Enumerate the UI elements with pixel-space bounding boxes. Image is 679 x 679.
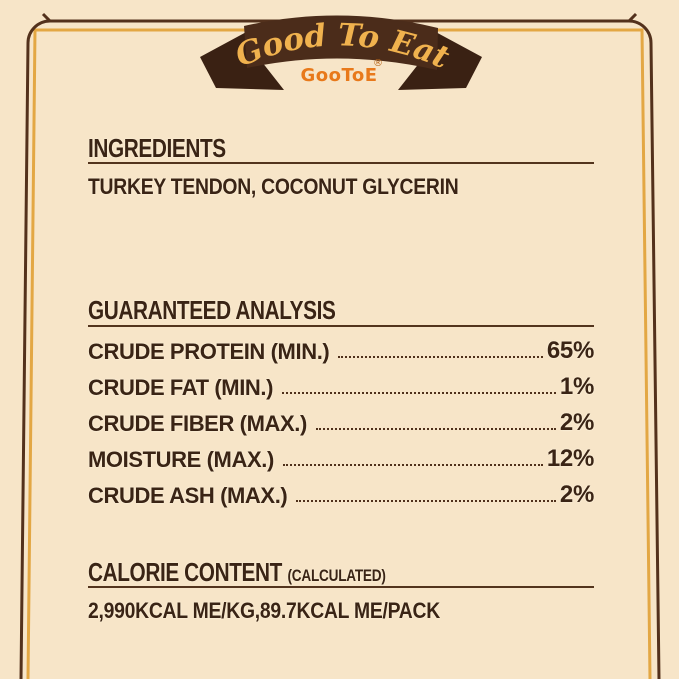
row-value: 2%	[559, 409, 594, 436]
brand-logo-text: GooToE	[300, 65, 378, 86]
row-label: CRUDE PROTEIN (MIN.)	[88, 339, 330, 364]
row-dotted-leader	[283, 464, 543, 466]
row-dotted-leader	[316, 428, 556, 430]
row-dotted-leader	[338, 356, 543, 358]
row-value: 12%	[546, 445, 594, 472]
row-dotted-leader	[282, 392, 556, 394]
banner-title-text: Good To Eat	[230, 17, 455, 77]
analysis-row	[88, 327, 594, 363]
row-label: CRUDE FIBER (MAX.)	[88, 411, 307, 436]
calorie-subtitle-text: (CALCULATED)	[287, 566, 386, 585]
calorie-content-title	[88, 559, 493, 585]
brand-ribbon	[0, 0, 679, 125]
guaranteed-analysis-title	[88, 297, 493, 323]
calorie-content-divider	[88, 586, 594, 588]
guaranteed-analysis-title-text: GUARANTEED ANALYSIS	[88, 295, 336, 325]
row-dotted-leader	[296, 500, 556, 502]
row-value: 65%	[546, 337, 594, 364]
row-label: CRUDE ASH (MAX.)	[88, 483, 288, 508]
ingredients-value: TURKEY TENDON, COCONUT GLYCERIN	[88, 174, 459, 199]
row-label: MOISTURE (MAX.)	[88, 447, 274, 472]
analysis-row	[88, 399, 594, 435]
ingredients-title	[88, 135, 493, 161]
analysis-row	[88, 471, 594, 507]
ingredients-title-text: INGREDIENTS	[88, 133, 226, 163]
row-value: 2%	[559, 481, 594, 508]
analysis-row	[88, 435, 594, 471]
calorie-title-text: CALORIE CONTENT	[88, 557, 282, 587]
ingredients-divider	[88, 162, 594, 164]
analysis-row	[88, 363, 594, 399]
calorie-content-value: 2,990KCAL ME/KG,89.7KCAL ME/PACK	[88, 598, 440, 623]
row-value: 1%	[559, 373, 594, 400]
guaranteed-analysis-table	[88, 327, 594, 507]
registered-mark: ®	[373, 58, 383, 69]
row-label: CRUDE FAT (MIN.)	[88, 375, 274, 400]
